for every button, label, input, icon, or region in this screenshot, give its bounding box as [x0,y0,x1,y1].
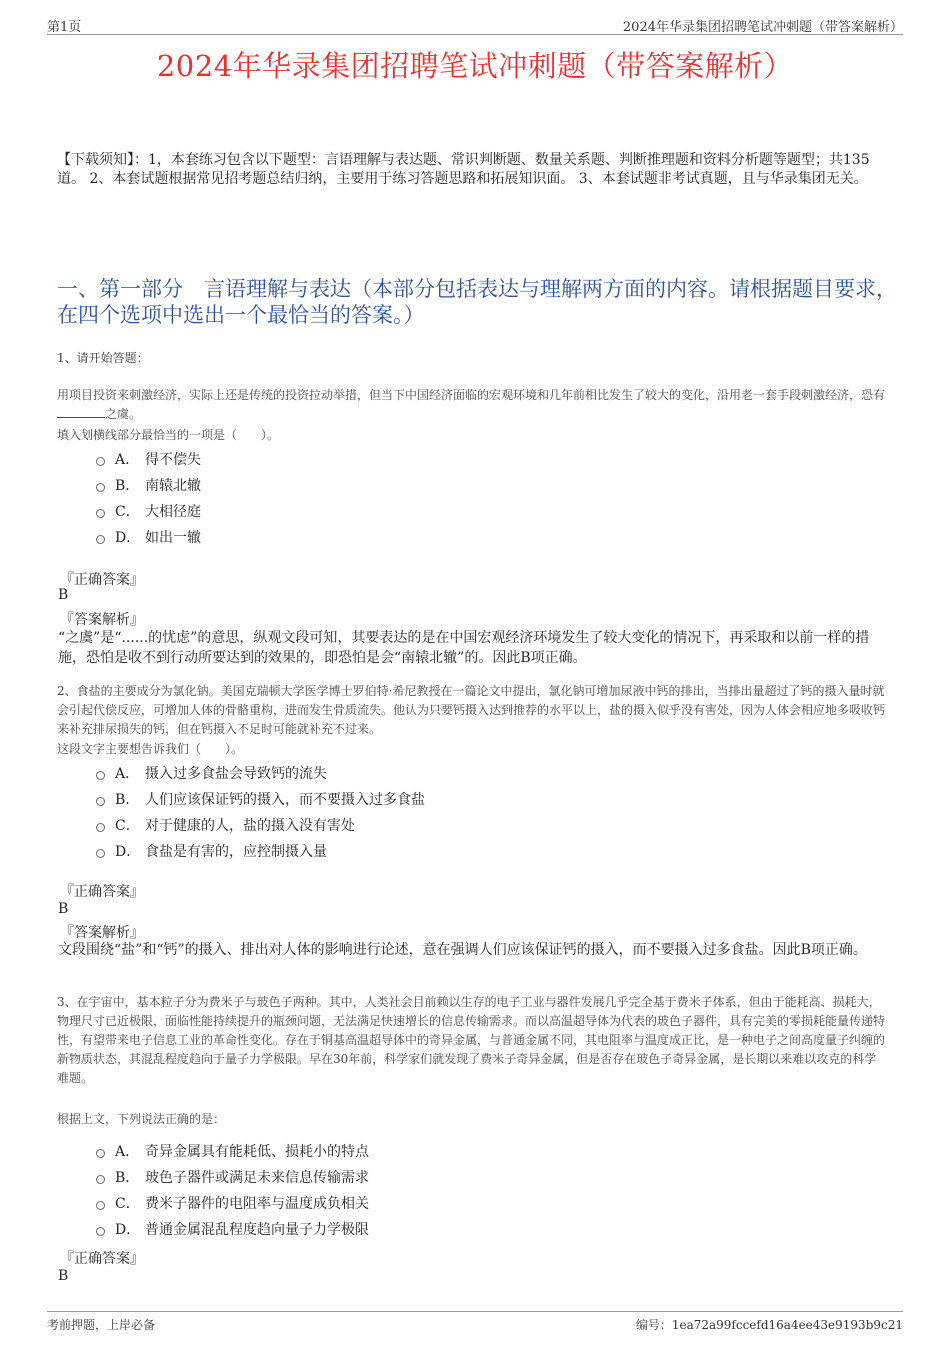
footer-doc-id: 编号：1ea72a99fccefd16a4ee43e9193b9c21 [635,1318,903,1332]
question-3-answer: B [58,1268,69,1284]
option-d[interactable]: D． 食盐是有害的，应控制摄入量 [96,838,425,864]
page-number: 第1页 [47,20,82,35]
radio-icon[interactable] [96,1227,105,1236]
footer-slogan: 考前押题，上岸必备 [47,1318,156,1332]
question-2-answer: B [58,901,69,917]
question-1-prompt: 填入划横线部分最恰当的一项是（ ）。 [57,428,280,442]
question-1-text-a: 用项目投资来刺激经济，实际上还是传统的投资拉动举措，但当下中国经济面临的宏观环境和几年前相比发生了较大的变化，沿用老一套手段刺激经济，恐有 [57,388,886,402]
explanation-label: 『答案解析』 [60,925,144,941]
question-2-prompt: 这段文字主要想告诉我们（ ）。 [57,742,244,756]
page-header [47,14,903,35]
question-3-prompt: 根据上文，下列说法正确的是： [57,1112,226,1126]
download-notice: 【下载须知】：1，本套练习包含以下题型：言语理解与表达题、常识判断题、数量关系题、判断推理题和资料分析题等题型；共135道。 2、本套试题根据常见招考题总结归纳，主要用于练习答题思路和拓展知识面。 3、本套试题非考试真题，且与华录集团无关。 [57,152,870,187]
question-3-options [96,1138,369,1242]
radio-icon[interactable] [96,1149,105,1158]
option-a[interactable]: A． 摄入过多食盐会导致钙的流失 [96,760,425,786]
radio-icon[interactable] [96,535,105,544]
question-1-number: 1、请开始答题： [57,351,149,365]
question-1-text-b: 之虞。 [105,407,142,421]
page-title: 2024年华录集团招聘笔试冲刺题（带答案解析） [156,49,794,83]
question-1-text [57,386,887,424]
option-b[interactable]: B． 玻色子器件或满足未来信息传输需求 [96,1164,369,1190]
option-b[interactable]: B． 人们应该保证钙的摄入，而不要摄入过多食盐 [96,786,425,812]
answer-label: 『正确答案』 [60,1251,144,1267]
explanation-label: 『答案解析』 [60,612,144,628]
radio-icon[interactable] [96,849,105,858]
option-a[interactable]: A． 奇异金属具有能耗低、损耗小的特点 [96,1138,369,1164]
page-footer [47,1311,903,1334]
radio-icon[interactable] [96,509,105,518]
option-c[interactable]: C． 费米子器件的电阻率与温度成负相关 [96,1190,369,1216]
question-3-text: 3、在宇宙中，基本粒子分为费米子与玻色子两种。其中，人类社会目前赖以生存的电子工业与器件发展几乎完全基于费米子体系，但由于能耗高、损耗大，物理尺寸已近极限，面临性能持续提升的瓶颈问题，无法满足快速增长的信息传输需求。而以高温超导体为代表的玻色子器件，具有完美的零损耗能量传递特性，有望带来电子信息工业的革命性变化。存在于铜基高温超导体中的奇异金属，与普通金属不同，其电阻率与温度成正比，是一种电子之间高度量子纠缠的新物质状态，其混乱程度趋向于量子力学极限。早在30年前，科学家们就发现了费米子奇异金属，但是否存在玻色子奇异金属，是长期以来难以攻克的科学难题。 [57,995,886,1085]
question-2-options [96,760,425,864]
option-d[interactable]: D． 如出一辙 [96,524,201,550]
radio-icon[interactable] [96,823,105,832]
radio-icon[interactable] [96,457,105,466]
option-d[interactable]: D． 普通金属混乱程度趋向量子力学极限 [96,1216,369,1242]
fill-blank [57,406,105,418]
radio-icon[interactable] [96,797,105,806]
question-1-answer: B [58,587,69,603]
header-doc-title: 2024年华录集团招聘笔试冲刺题（带答案解析） [622,20,903,35]
section-heading: 一、第一部分 言语理解与表达（本部分包括表达与理解两方面的内容。请根据题目要求，在四个选项中选出一个最恰当的答案。） [57,277,897,327]
radio-icon[interactable] [96,483,105,492]
question-2-text: 2、食盐的主要成分为氯化钠。美国克瑞顿大学医学博士罗伯特·希尼教授在一篇论文中提出，氯化钠可增加尿液中钙的排出，当排出量超过了钙的摄入量时就会引起代偿反应，可增加人体的骨骼重构，进而发生骨质流失。他认为只要钙摄入达到推荐的水平以上，盐的摄入似乎没有害处，因为人体会相应地多吸收钙来补充排尿损失的钙，但在钙摄入不足时可能就补充不过来。 [57,684,886,736]
question-1-options [96,446,201,550]
option-c[interactable]: C． 对于健康的人，盐的摄入没有害处 [96,812,425,838]
option-a[interactable]: A． 得不偿失 [96,446,201,472]
answer-label: 『正确答案』 [60,884,144,900]
question-1-explanation: “之虞”是“......的忧虑”的意思，纵观文段可知，其要表达的是在中国宏观经济环境发生了较大变化的情况下，再采取和以前一样的措施，恐怕是收不到行动所要达到的效果的，即恐怕是会“南辕北辙”的。因此B项正确。 [58,630,870,666]
question-2-explanation: 文段围绕“盐”和“钙”的摄入、排出对人体的影响进行论述，意在强调人们应该保证钙的摄入，而不要摄入过多食盐。因此B项正确。 [58,942,867,958]
option-c[interactable]: C． 大相径庭 [96,498,201,524]
radio-icon[interactable] [96,1175,105,1184]
option-b[interactable]: B． 南辕北辙 [96,472,201,498]
radio-icon[interactable] [96,771,105,780]
radio-icon[interactable] [96,1201,105,1210]
answer-label: 『正确答案』 [60,572,144,588]
